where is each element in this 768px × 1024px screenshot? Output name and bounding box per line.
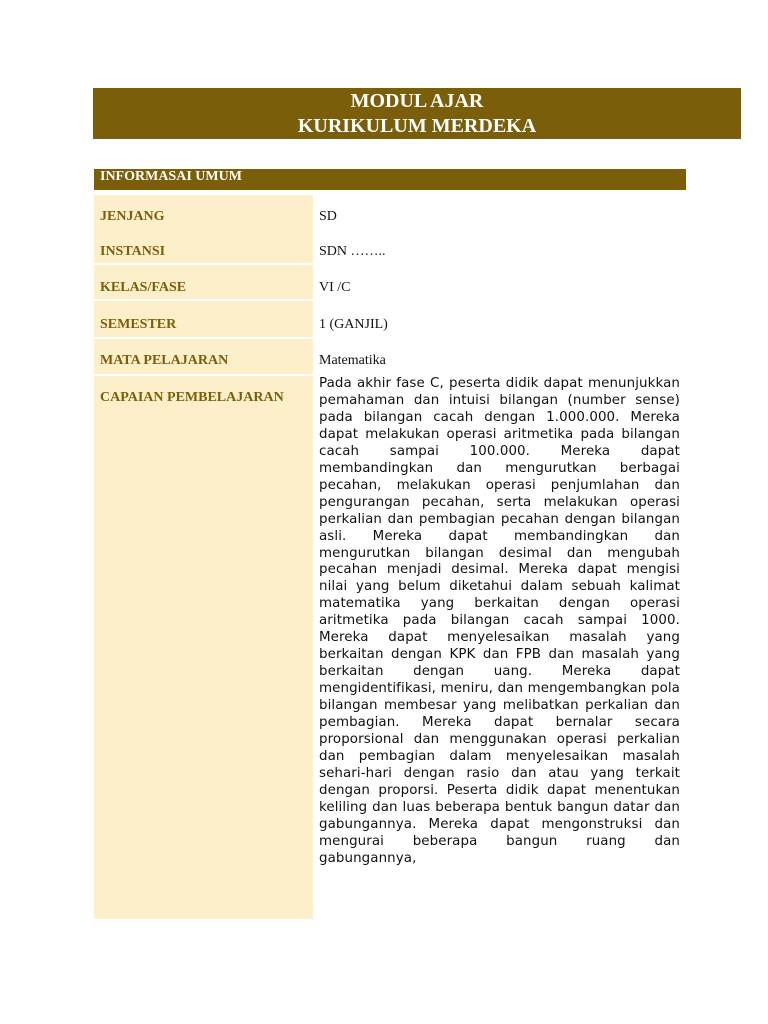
section-header-informasi-umum: INFORMASAI UMUM <box>94 169 686 190</box>
table-row <box>94 265 686 299</box>
module-title: MODUL AJAR <box>350 90 484 112</box>
table-row <box>94 376 686 919</box>
table-row <box>94 301 686 337</box>
table-row <box>94 339 686 374</box>
row-value-jenjang: SD <box>319 209 337 224</box>
curriculum-title: KURIKULUM MERDEKA <box>297 115 537 137</box>
row-label-kelas-fase: KELAS/FASE <box>94 265 313 299</box>
row-value-capaian-pembelajaran: Pada akhir fase C, peserta didik dapat menunjukkan pemahaman dan intuisi bilangan (number sense) pada bilangan cacah dengan 1.000.000. Mereka dapat melakukan operasi aritmetika pada bilangan cacah sampai 100.000. Mereka dapat membandingkan dan mengurutkan berbagai pecahan, melakukan operasi penjumlahan dan pengurangan pecahan, serta melakukan operasi perkalian dan pembagian pecahan dengan bilangan asli. Mereka dapat membandingkan dan mengurutkan bilangan desimal dan mengubah pecahan menjadi desimal. Mereka dapat mengisi nilai yang belum diketahui dalam sebuah kalimat matematika yang berkaitan dengan operasi aritmetika pada bilangan cacah sampai 1000. Mereka dapat menyelesaikan masalah yang berkaitan dengan KPK dan FPB dan masalah yang berkaitan dengan uang. Mereka dapat mengidentifikasi, meniru, dan mengembangkan pola bilangan membesar yang melibatkan perkalian dan pembagian. Mereka dapat bernalar secara proporsional dan menggunakan operasi perkalian dan pembagian dalam menyelesaikan masalah sehari-hari dengan rasio dan atau yang terkait dengan proporsi. Peserta didik dapat menentukan keliling dan luas beberapa bentuk bangun datar dan gabungannya. Mereka dapat mengonstruksi dan mengurai beberapa bangun ruang dan gabungannya, <box>319 376 680 866</box>
row-label-semester: SEMESTER <box>94 301 313 337</box>
row-value-mata-pelajaran: Matematika <box>319 353 386 368</box>
row-label-mata-pelajaran: MATA PELAJARAN <box>94 339 313 374</box>
row-label-jenjang: JENJANG <box>94 195 313 262</box>
row-label-instansi: INSTANSI <box>94 229 313 263</box>
row-value-semester: 1 (GANJIL) <box>319 317 388 332</box>
row-value-kelas-fase: VI /C <box>319 280 351 295</box>
table-row <box>94 229 686 263</box>
row-label-capaian-pembelajaran: CAPAIAN PEMBELAJARAN <box>94 376 313 919</box>
row-value-instansi: SDN …….. <box>319 244 386 259</box>
module-title-banner <box>93 88 741 139</box>
